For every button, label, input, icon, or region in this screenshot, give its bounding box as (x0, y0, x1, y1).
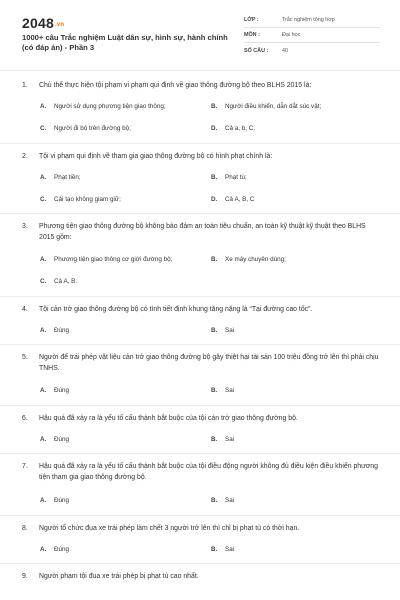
option-text: Đúng (54, 387, 70, 394)
option-b[interactable] (211, 255, 286, 265)
meta-class-row (244, 13, 380, 28)
option-letter: D. (211, 125, 218, 132)
option-letter: A. (40, 387, 47, 394)
quiz-meta (244, 13, 380, 58)
question-text: Chủ thể thực hiện tội phạm vi phạm qui định về giao thông đường bộ theo BLHS 2015 là: (39, 82, 312, 89)
option-b[interactable] (211, 386, 234, 396)
question-2 (0, 144, 400, 214)
meta-class-value: Trắc nghiệm tổng hợp (282, 17, 335, 23)
option-d[interactable] (211, 124, 255, 134)
option-text: Đúng (54, 546, 70, 553)
option-text: Xe máy chuyên dùng; (225, 256, 286, 263)
option-b[interactable] (211, 496, 234, 506)
option-c[interactable] (40, 277, 77, 287)
option-b[interactable] (211, 102, 321, 112)
question-text: Tội vi phạm qui định về tham gia giao thông đường bộ có hình phạt chính là: (39, 153, 273, 160)
question-6 (0, 406, 400, 454)
option-d[interactable] (211, 195, 254, 205)
question-number: 6. (22, 415, 28, 422)
option-a[interactable] (40, 545, 69, 555)
option-text: Đúng (54, 436, 70, 443)
option-letter: A. (40, 256, 47, 263)
question-number: 8. (22, 525, 28, 532)
option-text: Người sử dụng phương tiện giao thông; (54, 103, 166, 110)
option-b[interactable] (211, 173, 247, 183)
meta-class-label: LỚP : (244, 17, 259, 23)
option-text: Người điều khiển, dẫn dắt súc vật; (225, 103, 322, 110)
meta-subject-row (244, 28, 380, 43)
question-text: Người tổ chức đua xe trái phép làm chết 3 người trở lên thì chỉ bị phạt tù có thời hạn. (39, 525, 300, 532)
meta-count-value: 40 (282, 47, 288, 54)
header-divider (0, 70, 400, 71)
question-9 (0, 564, 400, 594)
option-c[interactable] (40, 124, 131, 134)
option-letter: A. (40, 546, 47, 553)
option-letter: A. (40, 327, 47, 334)
logo-suffix: .vn (54, 22, 65, 28)
option-a[interactable] (40, 255, 172, 265)
logo-main: 2048 (22, 15, 54, 31)
option-letter: B. (211, 103, 218, 110)
option-b[interactable] (211, 326, 234, 336)
option-letter: B. (211, 256, 218, 263)
option-text: Cả A, B. (54, 278, 78, 285)
question-number: 4. (22, 306, 28, 313)
option-text: Phương tiện giao thông cơ giới đường bộ; (54, 256, 173, 263)
option-letter: B. (211, 497, 218, 504)
meta-count-label: SỐ CÂU : (244, 47, 269, 54)
option-letter: C. (40, 278, 47, 285)
question-number: 2. (22, 153, 28, 160)
option-a[interactable] (40, 386, 69, 396)
option-letter: A. (40, 174, 47, 181)
option-b[interactable] (211, 435, 234, 445)
option-c[interactable] (40, 195, 121, 205)
question-text: Người để trái phép vật liệu cản trở giao thông đường bộ gây thiệt hại tài sản 100 triệu đồng trở lên thì phải chịu TNHS. (39, 354, 379, 372)
option-letter: B. (211, 327, 218, 334)
option-letter: C. (40, 196, 47, 203)
question-number: 1. (22, 82, 28, 89)
site-logo[interactable] (22, 15, 64, 31)
option-a[interactable] (40, 102, 166, 112)
meta-subject-label: MÔN : (244, 32, 260, 38)
option-letter: B. (211, 546, 218, 553)
option-text: Sai (225, 436, 235, 443)
quiz-title: 1000+ câu Trắc nghiệm Luật dân sự, hình sự, hành chính (có đáp án) - Phần 3 (22, 33, 228, 52)
question-text: Hậu quả đã xảy ra là yếu tố cấu thành bắt buộc của tội cản trở giao thông đường bộ. (39, 415, 298, 422)
option-text: Sai (225, 387, 235, 394)
option-letter: B. (211, 174, 218, 181)
option-text: Cả A, B, C (225, 196, 255, 203)
question-number: 7. (22, 463, 28, 470)
option-a[interactable] (40, 435, 69, 445)
option-letter: B. (211, 436, 218, 443)
question-text: Người phạm tội đua xe trái phép bị phạt tù cao nhất. (39, 573, 199, 580)
question-list (0, 72, 400, 594)
question-number: 3. (22, 223, 28, 230)
option-a[interactable] (40, 326, 69, 336)
option-letter: A. (40, 103, 47, 110)
option-b[interactable] (211, 545, 234, 555)
option-text: Phạt tiền; (54, 174, 81, 181)
question-text: Hậu quả đã xảy ra là yếu tố cấu thành bắt buộc của tội điều động người không đủ điều kiện điều khiển phương tiện tham gia giao thông đường bộ. (39, 463, 378, 481)
page-header (0, 0, 400, 70)
option-letter: A. (40, 436, 47, 443)
option-text: Cải tạo không giam giữ; (54, 196, 121, 203)
option-text: Đúng (54, 327, 70, 334)
question-4 (0, 297, 400, 345)
option-text: Người đi bộ trên đường bộ; (54, 125, 131, 132)
option-letter: D. (211, 196, 218, 203)
question-number: 9. (22, 573, 28, 580)
meta-subject-value: Đại học (282, 32, 301, 38)
question-number: 5. (22, 354, 28, 361)
option-letter: B. (211, 387, 218, 394)
option-text: Đúng (54, 497, 70, 504)
option-letter: A. (40, 497, 47, 504)
option-text: Sai (225, 546, 235, 553)
question-3 (0, 214, 400, 297)
question-text: Phương tiện giao thông đường bộ không bảo đảm an toàn tiêu chuẩn, an toàn kỹ thuật kỹ thuật theo BLHS 2015 gồm: (39, 223, 366, 241)
option-text: Phạt tù; (225, 174, 247, 181)
option-text: Sai (225, 497, 235, 504)
option-letter: C. (40, 125, 47, 132)
option-text: Cả a, b, C. (225, 125, 256, 132)
option-text: Sai (225, 327, 235, 334)
question-7 (0, 454, 400, 516)
question-8 (0, 516, 400, 564)
question-1 (0, 72, 400, 144)
option-a[interactable] (40, 496, 69, 506)
question-5 (0, 345, 400, 406)
meta-count-row (244, 43, 380, 58)
option-a[interactable] (40, 173, 81, 183)
question-text: Tội cản trở giao thông đường bộ có tình tiết định khung tăng nặng là “Tại đường cao tốc”. (39, 306, 313, 313)
